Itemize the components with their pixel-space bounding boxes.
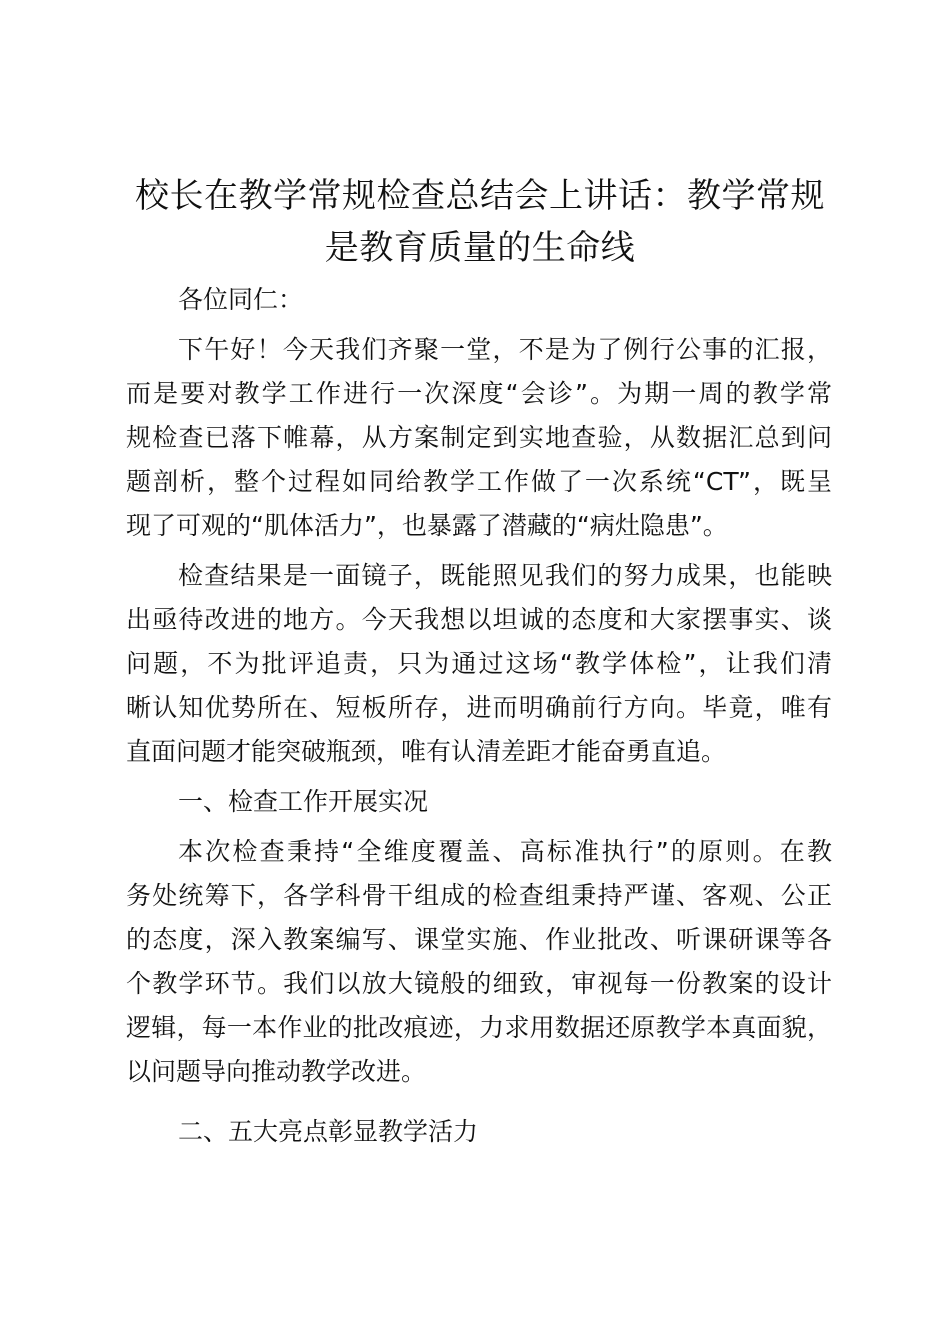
paragraph-line: 本次检查秉持“全维度覆盖、高标准执行”的原则。在教 — [178, 837, 832, 866]
paragraph-line: 以问题导向推动教学改进。 — [126, 1057, 427, 1086]
paragraph-1 — [126, 328, 832, 548]
paragraph-line: 下午好！今天我们齐聚一堂，不是为了例行公事的汇报， — [178, 335, 832, 364]
paragraph-line: 务处统筹下，各学科骨干组成的检查组秉持严谨、客观、公正 — [126, 881, 832, 910]
section-heading-2: 二、五大亮点彰显教学活力 — [178, 1117, 479, 1146]
document-body — [126, 278, 832, 1154]
paragraph-line: 晰认知优势所在、短板所存，进而明确前行方向。毕竟，唯有 — [126, 693, 832, 722]
paragraph-line: 逻辑，每一本作业的批改痕迹，力求用数据还原教学本真面貌， — [126, 1013, 832, 1042]
paragraph-line: 问题，不为批评追责，只为通过这场“教学体检”，让我们清 — [126, 649, 832, 678]
paragraph-line: 规检查已落下帷幕，从方案制定到实地查验，从数据汇总到问 — [126, 423, 832, 452]
greeting: 各位同仁： — [178, 285, 304, 314]
section-heading-1: 一、检查工作开展实况 — [178, 787, 429, 816]
paragraph-line: 个教学环节。我们以放大镜般的细致，审视每一份教案的设计 — [126, 969, 832, 998]
document-title — [100, 170, 860, 274]
title-line-2: 是教育质量的生命线 — [324, 228, 636, 268]
title-line-1: 校长在教学常规检查总结会上讲话：教学常规 — [135, 176, 825, 216]
paragraph-line: 检查结果是一面镜子，既能照见我们的努力成果，也能映 — [178, 561, 832, 590]
paragraph-line: 的态度，深入教案编写、课堂实施、作业批改、听课研课等各 — [126, 925, 832, 954]
paragraph-line: 题剖析，整个过程如同给教学工作做了一次系统“CT”，既呈 — [126, 467, 832, 496]
paragraph-line: 而是要对教学工作进行一次深度“会诊”。为期一周的教学常 — [126, 379, 832, 408]
paragraph-line: 直面问题才能突破瓶颈，唯有认清差距才能奋勇直追。 — [126, 737, 727, 766]
paragraph-3 — [126, 830, 832, 1094]
paragraph-2 — [126, 554, 832, 774]
paragraph-line: 现了可观的“肌体活力”，也暴露了潜藏的“病灶隐患”。 — [126, 511, 728, 540]
paragraph-line: 出亟待改进的地方。今天我想以坦诚的态度和大家摆事实、谈 — [126, 605, 832, 634]
